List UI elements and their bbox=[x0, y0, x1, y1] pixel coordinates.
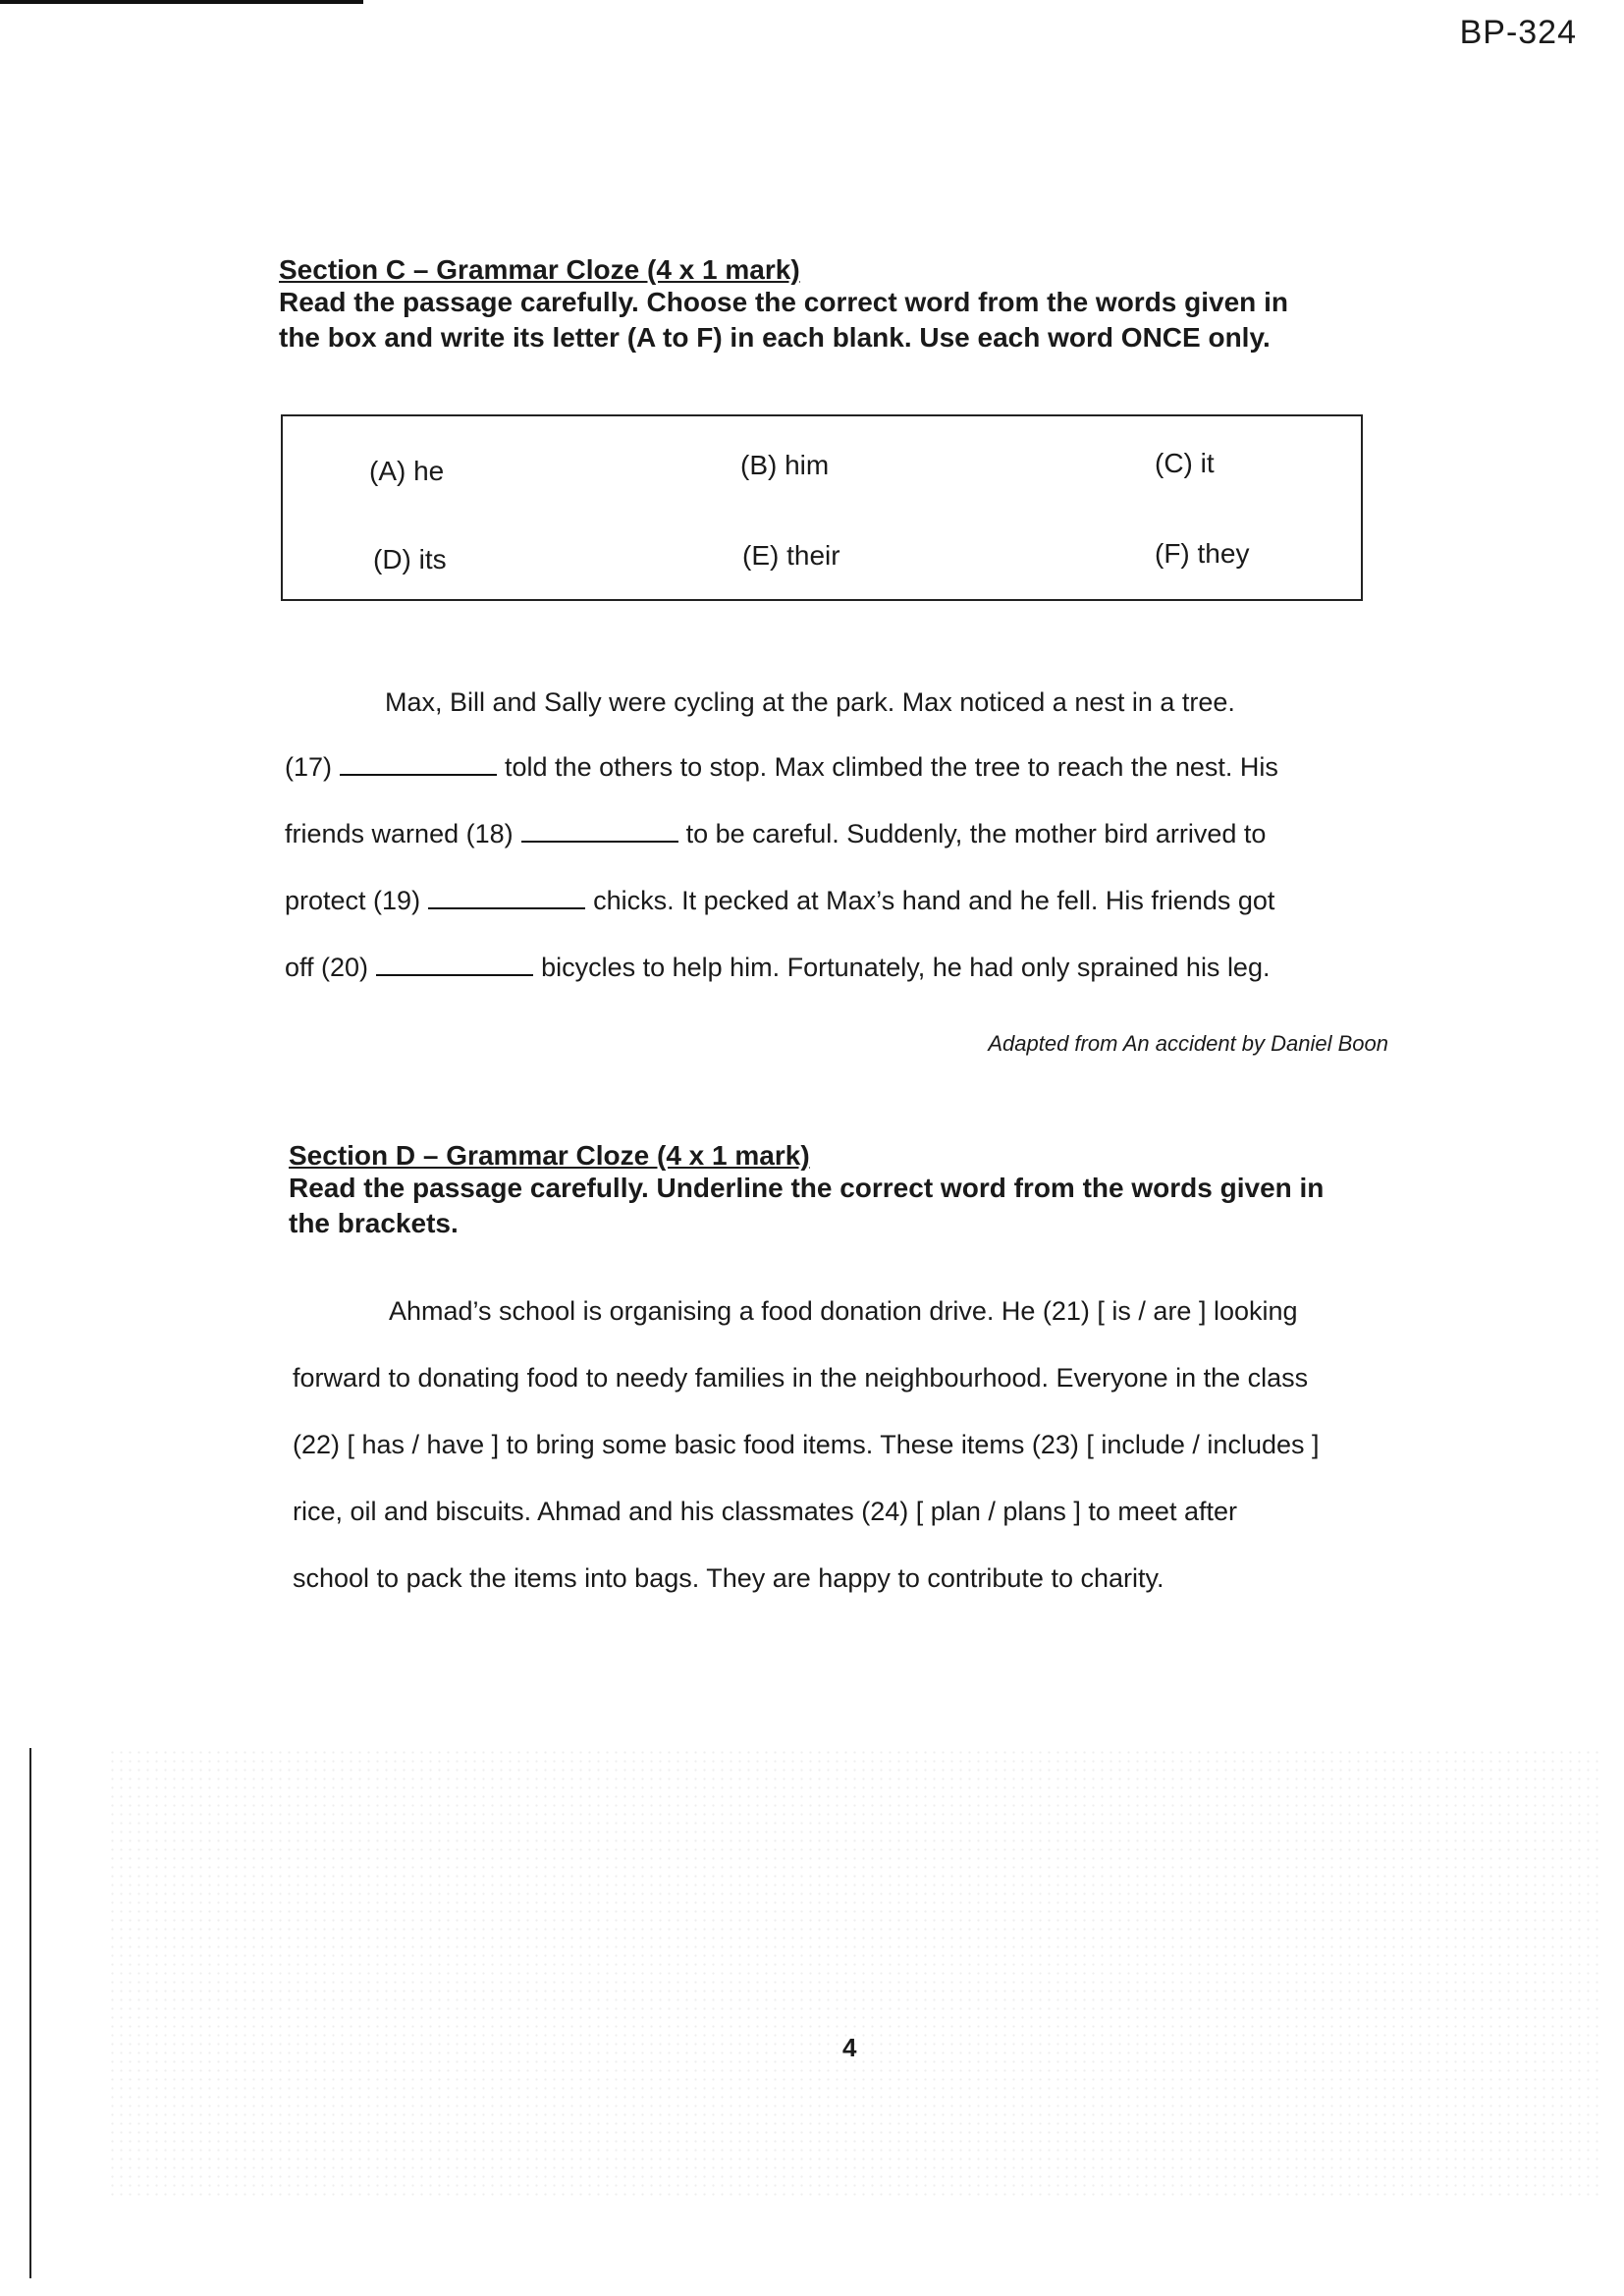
option-c: (C) it bbox=[1155, 448, 1215, 478]
question-18-label: friends warned (18) bbox=[285, 819, 514, 848]
option-f: (F) they bbox=[1155, 538, 1250, 569]
passage-c-line-1: Max, Bill and Sally were cycling at the park. Max noticed a nest in a tree. bbox=[385, 687, 1235, 717]
left-margin-rule bbox=[29, 1748, 31, 2278]
passage-c-line-2-text: told the others to stop. Max climbed the tree to reach the nest. His bbox=[505, 752, 1278, 782]
blank-20[interactable] bbox=[376, 953, 533, 976]
page-number: 4 bbox=[842, 2033, 857, 2062]
section-d-instruction-2: the brackets. bbox=[289, 1208, 459, 1238]
question-17-label: (17) bbox=[285, 752, 333, 782]
section-d-title: Section D – Grammar Cloze (4 x 1 mark) bbox=[289, 1140, 810, 1171]
scan-noise bbox=[108, 1748, 1600, 2200]
passage-c-line-4-text: chicks. It pecked at Max’s hand and he fell. His friends got bbox=[593, 886, 1275, 915]
blank-19[interactable] bbox=[428, 886, 585, 909]
word-box bbox=[281, 414, 1363, 601]
citation: Adapted from An accident by Daniel Boon bbox=[988, 1031, 1388, 1056]
passage-c-line-4 bbox=[285, 884, 1274, 917]
passage-c-line-3 bbox=[285, 817, 1266, 850]
blank-18[interactable] bbox=[521, 819, 678, 843]
passage-c-line-5-text: bicycles to help him. Fortunately, he had only sprained his leg. bbox=[541, 953, 1271, 982]
passage-d-line-1: Ahmad’s school is organising a food donation drive. He (21) [ is / are ] looking bbox=[389, 1296, 1298, 1326]
passage-c-line-5 bbox=[285, 951, 1270, 984]
blank-17[interactable] bbox=[340, 752, 497, 776]
section-c-instruction-2: the box and write its letter (A to F) in each blank. Use each word ONCE only. bbox=[279, 322, 1271, 353]
option-e: (E) their bbox=[742, 540, 840, 571]
option-d: (D) its bbox=[373, 544, 447, 574]
passage-c-line-2 bbox=[285, 750, 1278, 784]
option-b: (B) him bbox=[740, 450, 830, 480]
passage-d-line-3: (22) [ has / have ] to bring some basic food items. These items (23) [ include / includes ] bbox=[293, 1430, 1320, 1459]
section-c-title: Section C – Grammar Cloze (4 x 1 mark) bbox=[279, 254, 800, 285]
section-c-instruction-1: Read the passage carefully. Choose the correct word from the words given in bbox=[279, 287, 1288, 317]
passage-c-line-3-text: to be careful. Suddenly, the mother bird arrived to bbox=[685, 819, 1267, 848]
section-d-instruction-1: Read the passage carefully. Underline the correct word from the words given in bbox=[289, 1173, 1325, 1203]
top-rule bbox=[0, 0, 363, 4]
option-a: (A) he bbox=[369, 456, 445, 486]
question-20-label: off (20) bbox=[285, 953, 369, 982]
question-19-label: protect (19) bbox=[285, 886, 421, 915]
passage-d-line-5: school to pack the items into bags. They are happy to contribute to charity. bbox=[293, 1563, 1164, 1593]
passage-d-line-4: rice, oil and biscuits. Ahmad and his classmates (24) [ plan / plans ] to meet after bbox=[293, 1497, 1237, 1526]
passage-d-line-2: forward to donating food to needy families in the neighbourhood. Everyone in the class bbox=[293, 1363, 1309, 1393]
paper-code: BP-324 bbox=[1459, 14, 1577, 51]
